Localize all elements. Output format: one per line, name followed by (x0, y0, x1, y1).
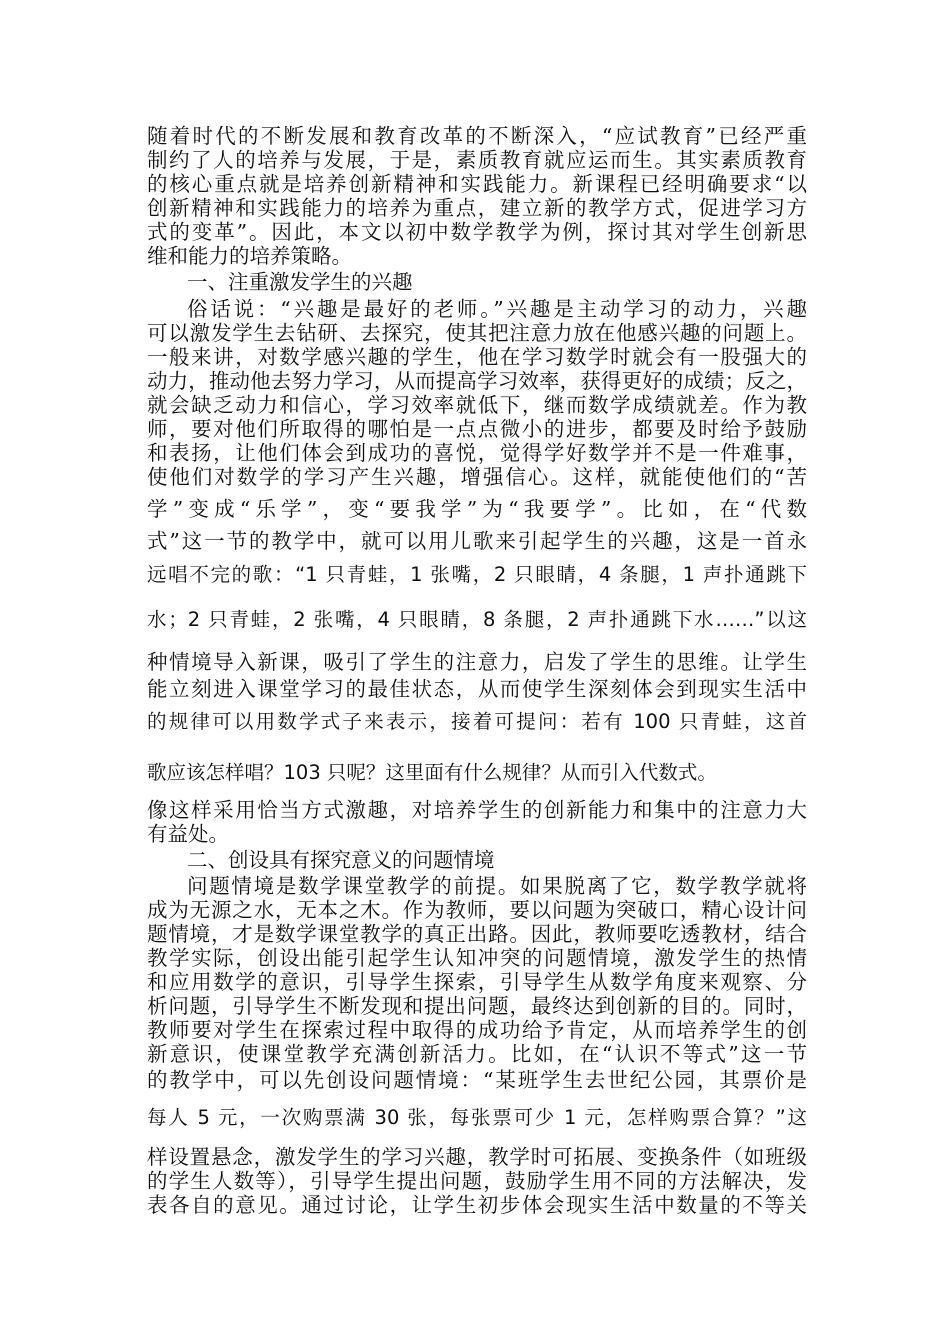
text-line: 师，要对他们所取得的哪怕是一点点微小的进步，都要及时给予鼓励 (147, 417, 807, 441)
text-line: 随着时代的不断发展和教育改革的不断深入，“应试教育”已经严重 (147, 124, 807, 148)
text-line: 种情境导入新课，吸引了学生的注意力，启发了学生的思维。让学生 (147, 650, 807, 674)
text-line: 学”变成“乐学”，变“要我学”为“我要学”。比如，在“代数 (147, 497, 807, 521)
text-line: 新意识，使课堂教学充满创新活力。比如，在“认识不等式”这一节 (147, 1042, 807, 1066)
text-line: 样设置悬念，激发学生的学习兴趣，教学时可拓展、变换条件（如班级 (147, 1145, 807, 1169)
text-line: 创新精神和实践能力的培养为重点，建立新的教学方式，促进学习方 (147, 196, 807, 220)
text-line: 有益处。 (147, 822, 229, 846)
text-line: 制约了人的培养与发展，于是，素质教育就应运而生。其实素质教育 (147, 148, 807, 172)
text-line: 和应用数学的意识，引导学生探索，引导学生从数学角度来观察、分 (147, 970, 807, 994)
text-line: 像这样采用恰当方式激趣，对培养学生的创新能力和集中的注意力大 (147, 798, 807, 822)
section-heading: 二、创设具有探究意义的问题情境 (187, 848, 495, 872)
text-line: 教师要对学生在探索过程中取得的成功给予肯定，从而培养学生的创 (147, 1018, 807, 1042)
text-line: 歌应该怎样唱？103 只呢？这里面有什么规律？从而引入代数式。 (147, 761, 717, 784)
text-line: 题情境，才是数学课堂教学的真正出路。因此，教师要吃透教材，结合 (147, 922, 807, 946)
text-line: 使他们对数学的学习产生兴趣，增强信心。这样，就能使他们的“苦 (147, 465, 807, 489)
text-line: 表各自的意见。通过讨论，让学生初步体会现实生活中数量的不等关 (147, 1193, 807, 1217)
text-line: 远唱不完的歌：“1 只青蛙，1 张嘴，2 只眼睛，4 条腿，1 声扑通跳下 (147, 563, 807, 586)
text-line: 每人 5 元，一次购票满 30 张，每张票可少 1 元，怎样购票合算？”这 (147, 1106, 807, 1129)
text-line: 的规律可以用数学式子来表示，接着可提问：若有 100 只青蛙，这首 (147, 710, 807, 733)
section-heading: 一、注重激发学生的兴趣 (187, 270, 413, 294)
text-line: 和表扬，让他们体会到成功的喜悦，觉得学好数学并不是一件难事， (147, 441, 807, 465)
text-line: 析问题，引导学生不断发现和提出问题，最终达到创新的目的。同时， (147, 994, 807, 1018)
text-line: 能立刻进入课堂学习的最佳状态，从而使学生深刻体会到现实生活中 (147, 677, 807, 701)
text-line: 俗话说：“兴趣是最好的老师。”兴趣是主动学习的动力，兴趣 (187, 297, 807, 321)
text-line: 维和能力的培养策略。 (147, 244, 352, 268)
text-line: 的核心重点就是培养创新精神和实践能力。新课程已经明确要求“以 (147, 172, 807, 196)
text-line: 问题情境是数学课堂教学的前提。如果脱离了它，数学教学就将 (187, 874, 807, 898)
text-line: 就会缺乏动力和信心，学习效率就低下，继而数学成绩就差。作为教 (147, 393, 807, 417)
text-line: 的教学中，可以先创设问题情境：“某班学生去世纪公园，其票价是 (147, 1068, 807, 1092)
text-line: 动力，推动他去努力学习，从而提高学习效率，获得更好的成绩；反之， (147, 369, 807, 393)
text-line: 的学生人数等），引导学生提出问题，鼓励学生用不同的方法解决，发 (147, 1169, 807, 1193)
text-line: 可以激发学生去钻研、去探究，使其把注意力放在他感兴趣的问题上。 (147, 321, 807, 345)
text-line: 式的变革”。因此，本文以初中数学教学为例，探讨其对学生创新思 (147, 220, 807, 244)
text-line: 教学实际，创设出能引起学生认知冲突的问题情境，激发学生的热情 (147, 946, 807, 970)
text-line: 式”这一节的教学中，就可以用儿歌来引起学生的兴趣，这是一首永 (147, 529, 807, 553)
text-line: 成为无源之水，无本之木。作为教师，要以问题为突破口，精心设计问 (147, 898, 807, 922)
text-line: 水；2 只青蛙，2 张嘴，4 只眼睛，8 条腿，2 声扑通跳下水……”以这 (147, 608, 807, 631)
text-line: 一般来讲，对数学感兴趣的学生，他在学习数学时就会有一股强大的 (147, 345, 807, 369)
